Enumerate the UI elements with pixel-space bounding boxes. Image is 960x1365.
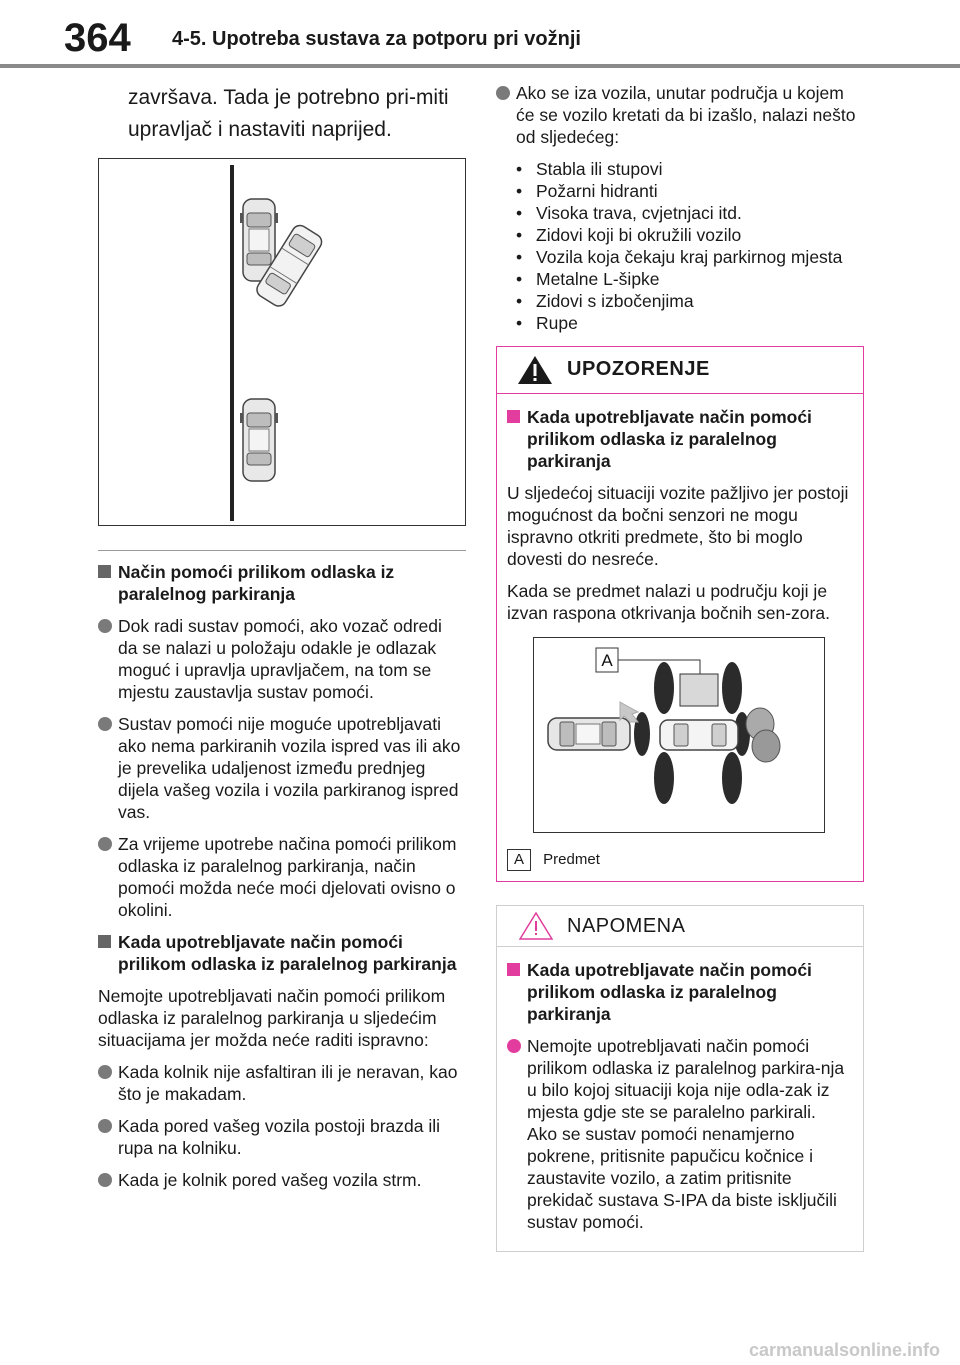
warning-heading: Kada upotrebljavate način pomoći prilikom odlaska iz paralelnog parkiranja (507, 406, 853, 472)
parked-car-rear-icon (240, 399, 278, 481)
header-divider (0, 64, 960, 68)
round-bullet-icon (98, 837, 112, 851)
right-column (496, 82, 864, 344)
warning-paragraph: U sljedećoj situaciji vozite pažljivo jer postoji mogućnost da bočni senzori ne mogu ispravno otkriti predmete, što bi moglo dovesti do nesreće. (507, 483, 849, 569)
footer-watermark: carmanualsonline.info (748, 1340, 940, 1360)
legend-text: Predmet (543, 850, 600, 868)
list-item: Kada kolnik nije asfaltiran ili je neravan, kao što je makadam. (98, 1061, 466, 1105)
parking-exit-illustration (98, 158, 466, 526)
round-bullet-icon (98, 619, 112, 633)
lead-paragraph: završava. Tada je potrebno pri-miti upravljač i nastaviti naprijed. (128, 86, 449, 141)
obstacle-item: • Rupe (516, 312, 864, 334)
square-bullet-icon (507, 410, 520, 423)
obstacle-item: • Zidovi s izbočenjima (516, 290, 864, 312)
caution-triangle-icon (519, 912, 553, 940)
round-bullet-icon (98, 1065, 112, 1079)
list-item: Nemojte upotrebljavati način pomoći prilikom odlaska iz paralelnog parkira-nja u bilo kojoj situaciji koja nije odla-zak iz mjesta gdje ste se paralelno parkirali. Ako se sustav pomoći nenamjerno pokrene, pritisnite papučicu kočnice i zaustavite vozilo, a zatim pritisnite prekidač sustava S-IPA da biste isključili sustav pomoći. (507, 1035, 853, 1233)
obstacle-item: • Požarni hidranti (516, 180, 864, 202)
page-number: 364 (64, 16, 131, 60)
left-column (98, 82, 466, 1201)
warning-box (496, 346, 864, 882)
list-item: Kada je kolnik pored vašeg vozila strm. (98, 1169, 466, 1191)
square-bullet-icon (98, 565, 111, 578)
warning-body (497, 394, 863, 624)
square-bullet-icon (98, 935, 111, 948)
callout-letter: A (601, 651, 613, 670)
note-heading: Kada upotrebljavate način pomoći prilikom odlaska iz paralelnog parkiranja (507, 959, 853, 1025)
note-title: NAPOMENA (567, 915, 686, 937)
sensor-range-illustration (533, 637, 825, 833)
object-block (680, 674, 718, 706)
round-bullet-icon (98, 1119, 112, 1133)
section-divider (98, 550, 466, 551)
note-title-bar (497, 906, 863, 947)
list-item: Dok radi sustav pomoći, ako vozač odredi da se nalazi u položaju odakle je odlazak moguć i upravlja upravljačem, na tom se mjestu zaustavlja sustav pomoći. (98, 615, 466, 703)
list-item: Za vrijeme upotrebe načina pomoći prilikom odlaska iz paralelnog parkiranja, način pomoći možda neće moći djelovati ovisno o okolini. (98, 833, 466, 921)
square-bullet-icon (507, 963, 520, 976)
bush-icon (752, 730, 780, 762)
obstacle-item: • Visoka trava, cvjetnjaci itd. (516, 202, 864, 224)
obstacle-item: • Zidovi koji bi okružili vozilo (516, 224, 864, 246)
sensor-zone (722, 752, 742, 804)
warning-triangle-icon (517, 355, 553, 385)
curb-line (230, 165, 234, 521)
list-item: Kada pored vašeg vozila postoji brazda ili rupa na kolniku. (98, 1115, 466, 1159)
sensor-zone (722, 662, 742, 714)
list-item: Ako se iza vozila, unutar područja u kojem će se vozilo kretati da bi izašlo, nalazi nešto od sljedećeg: (496, 82, 864, 148)
own-car-icon (660, 720, 738, 750)
section-heading-exit-mode: Način pomoći prilikom odlaska iz paralelnog parkiranja (98, 561, 466, 605)
round-bullet-icon (98, 1173, 112, 1187)
note-body (497, 947, 863, 1233)
round-bullet-icon (98, 717, 112, 731)
sensor-zone (634, 712, 650, 756)
obstacle-item: • Vozila koja čekaju kraj parkirnog mjesta (516, 246, 864, 268)
sensor-zone (654, 662, 674, 714)
chapter-title: 4-5. Upotreba sustava za potporu pri vožnji (172, 28, 581, 50)
usage-paragraph: Nemojte upotrebljavati način pomoći prilikom odlaska iz paralelnog parkiranja u sljedećim situacijama jer možda neće raditi ispravno: (98, 986, 446, 1050)
list-item: Sustav pomoći nije moguće upotrebljavati ako nema parkiranih vozila ispred vas ili ako je prevelika udaljenost između prednjeg dijela vašeg vozila i vozila parkiranog ispred vas. (98, 713, 466, 823)
figure-legend (507, 849, 600, 871)
section-heading-usage: Kada upotrebljavate način pomoći prilikom odlaska iz paralelnog parkiranja (98, 931, 466, 975)
note-box (496, 905, 864, 1252)
sensor-zone (654, 752, 674, 804)
parked-car-icon (548, 718, 630, 750)
warning-paragraph: Kada se predmet nalazi u području koji je izvan raspona otkrivanja bočnih sen-zora. (507, 581, 830, 623)
obstacle-item: • Stabla ili stupovi (516, 158, 864, 180)
warning-title: UPOZORENJE (567, 358, 710, 380)
obstacle-list (516, 158, 864, 334)
page-header (0, 0, 960, 70)
round-bullet-icon (496, 86, 510, 100)
round-bullet-icon (507, 1039, 521, 1053)
legend-letter: A (507, 849, 531, 871)
obstacle-item: • Metalne L-šipke (516, 268, 864, 290)
warning-title-bar (497, 347, 863, 394)
